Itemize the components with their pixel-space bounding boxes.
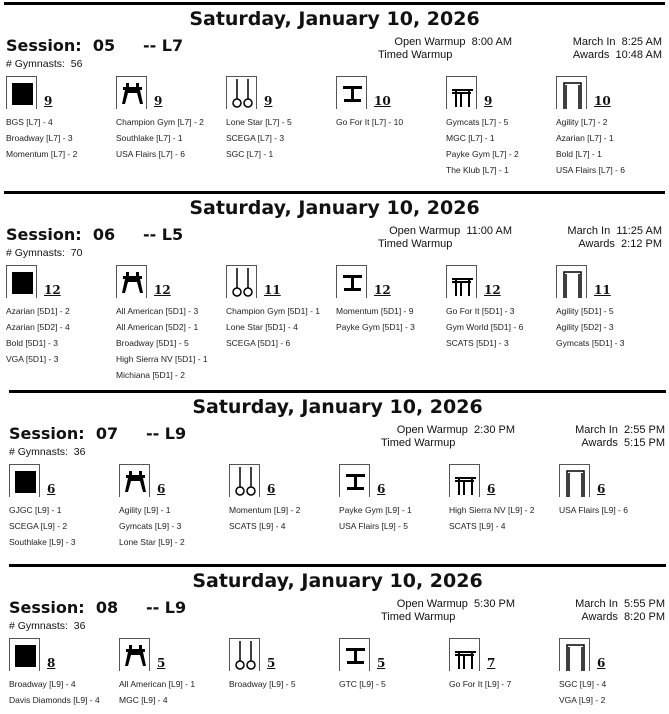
rings-icon (226, 265, 257, 298)
session-date: Saturday, January 10, 2026 (192, 396, 483, 418)
team-entry: Momentum [L9] - 2 (229, 505, 301, 515)
team-list (339, 676, 386, 692)
team-entry: Agility [5D1] - 5 (556, 306, 614, 316)
march-awards (573, 36, 662, 62)
team-list (446, 303, 523, 351)
team-entry: The Klub [L7] - 1 (446, 165, 509, 175)
event-count: 11 (264, 283, 281, 297)
session-block (0, 191, 669, 390)
team-entry: All American [5D1] - 3 (116, 306, 199, 316)
parallel-bars-icon (449, 638, 480, 671)
floor-icon (6, 265, 37, 298)
open-warmup-time: 8:00 AM (471, 36, 512, 48)
high-bar-icon (559, 464, 590, 497)
team-entry: Gymcats [L9] - 3 (119, 521, 182, 531)
event-count: 6 (377, 482, 386, 496)
team-entry: High Sierra NV [L9] - 2 (449, 505, 535, 515)
team-entry: Payke Gym [L9] - 1 (339, 505, 412, 515)
team-entry: USA Flairs [L9] - 6 (559, 505, 628, 515)
awards-label: Awards (581, 437, 618, 449)
gymnast-count (9, 620, 85, 632)
session-block (3, 390, 669, 565)
team-list (226, 303, 320, 351)
event-count: 6 (597, 656, 606, 670)
session-date: Saturday, January 10, 2026 (192, 570, 483, 592)
team-list (9, 502, 76, 550)
march-awards (575, 424, 665, 450)
pommel-horse-icon (119, 464, 150, 497)
gymnast-count (6, 58, 82, 70)
team-list (9, 676, 100, 708)
parallel-bars-icon (446, 76, 477, 109)
awards-time: 10:48 AM (615, 49, 662, 61)
vault-icon (336, 265, 367, 298)
gymnast-count-label: # Gymnasts: (6, 58, 65, 70)
gymnast-count-label: # Gymnasts: (9, 620, 68, 632)
open-warmup (375, 598, 515, 610)
event-count: 9 (264, 94, 273, 108)
gymnast-count-value: 36 (73, 620, 86, 632)
team-entry: SCATS [L9] - 4 (229, 521, 286, 531)
team-entry: VGA [L9] - 2 (559, 695, 606, 705)
team-list (119, 502, 185, 550)
awards-label: Awards (572, 49, 610, 61)
event-count: 6 (487, 482, 496, 496)
timed-warmup-label: Timed Warmup (381, 611, 456, 623)
event-count: 10 (594, 94, 611, 108)
awards-label: Awards (578, 238, 615, 250)
open-warmup-label: Open Warmup (389, 225, 461, 237)
team-entry: Broadway [L9] - 5 (229, 679, 296, 689)
event-count: 5 (377, 656, 386, 670)
team-entry: USA Flairs [L7] - 6 (116, 149, 185, 159)
session-title: Session: 05 -- L7 (6, 36, 184, 55)
team-entry: Broadway [L7] - 3 (6, 133, 73, 143)
team-entry: Champion Gym [L7] - 2 (116, 117, 204, 127)
gymnast-count (9, 446, 85, 458)
team-list (6, 303, 70, 367)
team-entry: SCEGA [L7] - 3 (226, 133, 285, 143)
team-list (226, 114, 292, 162)
open-warmup-label: Open Warmup (396, 424, 468, 436)
event-count: 5 (157, 656, 166, 670)
team-entry: Go For It [5D1] - 3 (446, 306, 515, 316)
timed-warmup-label: Timed Warmup (381, 437, 456, 449)
open-warmup-time: 2:30 PM (474, 424, 515, 436)
open-warmup (372, 36, 512, 48)
team-entry: SCEGA [5D1] - 6 (226, 338, 291, 348)
team-entry: SGC [L7] - 1 (226, 149, 274, 159)
team-entry: Champion Gym [5D1] - 1 (226, 306, 321, 316)
divider (9, 564, 666, 567)
gymnast-count-value: 70 (70, 247, 83, 259)
team-entry: Agility [5D2] - 3 (556, 322, 614, 332)
gymnast-count-label: # Gymnasts: (9, 446, 68, 458)
high-bar-icon (556, 76, 587, 109)
team-list (559, 502, 628, 518)
march-awards (567, 225, 662, 251)
event-count: 6 (157, 482, 166, 496)
team-entry: Payke Gym [5D1] - 3 (336, 322, 415, 332)
floor-icon (6, 76, 37, 109)
team-entry: Gymcats [5D1] - 3 (556, 338, 625, 348)
session-block (3, 564, 669, 714)
event-count: 5 (267, 656, 276, 670)
team-entry: All American [L9] - 1 (119, 679, 196, 689)
divider (4, 191, 665, 194)
timed-warmup-label: Timed Warmup (378, 49, 453, 61)
team-entry: Broadway [5D1] - 5 (116, 338, 189, 348)
pommel-horse-icon (116, 265, 147, 298)
team-entry: VGA [5D1] - 3 (6, 354, 59, 364)
team-list (229, 676, 296, 692)
team-entry: SCEGA [L9] - 2 (9, 521, 68, 531)
team-entry: SGC [L9] - 4 (559, 679, 607, 689)
team-list (116, 114, 204, 162)
team-list (336, 114, 403, 130)
team-list (449, 502, 535, 534)
team-entry: Go For It [L7] - 10 (336, 117, 404, 127)
team-entry: MGC [L9] - 4 (119, 695, 168, 705)
gymnast-count (6, 247, 82, 259)
open-warmup-label: Open Warmup (394, 36, 466, 48)
divider (9, 390, 666, 393)
session-title: Session: 08 -- L9 (9, 598, 187, 617)
pommel-horse-icon (119, 638, 150, 671)
march-in-time: 8:25 AM (621, 36, 662, 48)
awards-time: 2:12 PM (621, 238, 662, 250)
team-list (556, 303, 625, 351)
awards-time: 8:20 PM (624, 611, 665, 623)
high-bar-icon (559, 638, 590, 671)
team-entry: Momentum [5D1] - 9 (336, 306, 414, 316)
march-in-label: March In (572, 36, 616, 48)
session-title: Session: 07 -- L9 (9, 424, 187, 443)
event-count: 12 (154, 283, 171, 297)
team-entry: Azarian [5D1] - 2 (6, 306, 70, 316)
team-entry: GTC [L9] - 5 (339, 679, 386, 689)
team-entry: Momentum [L7] - 2 (6, 149, 78, 159)
rings-icon (226, 76, 257, 109)
open-warmup-label: Open Warmup (396, 598, 468, 610)
team-entry: All American [5D2] - 1 (116, 322, 199, 332)
team-entry: Lone Star [5D1] - 4 (226, 322, 298, 332)
team-entry: Gymcats [L7] - 5 (446, 117, 509, 127)
event-count: 12 (484, 283, 501, 297)
event-count: 6 (597, 482, 606, 496)
march-in-label: March In (567, 225, 611, 237)
team-entry: Southlake [L9] - 3 (9, 537, 76, 547)
awards-label: Awards (581, 611, 618, 623)
timed-warmup-label: Timed Warmup (378, 238, 453, 250)
event-count: 6 (47, 482, 56, 496)
march-awards (575, 598, 665, 624)
team-entry: Michiana [5D1] - 2 (116, 370, 185, 380)
team-entry: GJGC [L9] - 1 (9, 505, 62, 515)
team-list (446, 114, 519, 178)
team-entry: BGS [L7] - 4 (6, 117, 53, 127)
divider (4, 2, 665, 5)
team-entry: SCATS [L9] - 4 (449, 521, 506, 531)
event-count: 9 (44, 94, 53, 108)
team-entry: Go For It [L9] - 7 (449, 679, 512, 689)
team-entry: USA Flairs [L9] - 5 (339, 521, 408, 531)
team-entry: Agility [L7] - 2 (556, 117, 608, 127)
event-count: 7 (487, 656, 496, 670)
session-title: Session: 06 -- L5 (6, 225, 184, 244)
event-count: 12 (374, 283, 391, 297)
event-count: 9 (154, 94, 163, 108)
team-entry: Lone Star [L7] - 5 (226, 117, 292, 127)
team-entry: Bold [L7] - 1 (556, 149, 602, 159)
team-entry: Agility [L9] - 1 (119, 505, 171, 515)
gymnast-count-value: 56 (70, 58, 83, 70)
team-entry: Southlake [L7] - 1 (116, 133, 183, 143)
team-entry: Azarian [5D2] - 4 (6, 322, 70, 332)
team-entry: Azarian [L7] - 1 (556, 133, 614, 143)
team-entry: Gym World [5D1] - 6 (446, 322, 524, 332)
open-warmup (375, 424, 515, 436)
team-list (336, 303, 415, 335)
vault-icon (339, 464, 370, 497)
march-in-time: 2:55 PM (624, 424, 665, 436)
rings-icon (229, 464, 260, 497)
event-count: 10 (374, 94, 391, 108)
awards-time: 5:15 PM (624, 437, 665, 449)
rings-icon (229, 638, 260, 671)
team-entry: Davis Diamonds [L9] - 4 (9, 695, 100, 705)
parallel-bars-icon (449, 464, 480, 497)
gymnast-count-value: 36 (73, 446, 86, 458)
open-warmup-time: 11:00 AM (466, 225, 512, 237)
team-list (559, 676, 606, 708)
team-list (229, 502, 300, 534)
team-list (119, 676, 195, 708)
pommel-horse-icon (116, 76, 147, 109)
session-date: Saturday, January 10, 2026 (189, 8, 480, 30)
team-entry: High Sierra NV [5D1] - 1 (116, 354, 208, 364)
floor-icon (9, 464, 40, 497)
floor-icon (9, 638, 40, 671)
team-list (449, 676, 511, 692)
open-warmup (372, 225, 512, 237)
high-bar-icon (556, 265, 587, 298)
event-count: 6 (267, 482, 276, 496)
open-warmup-time: 5:30 PM (474, 598, 515, 610)
team-entry: Bold [5D1] - 3 (6, 338, 58, 348)
event-count: 8 (47, 656, 56, 670)
event-count: 9 (484, 94, 493, 108)
team-list (6, 114, 77, 162)
team-entry: Broadway [L9] - 4 (9, 679, 76, 689)
march-in-label: March In (575, 598, 618, 610)
event-count: 11 (594, 283, 611, 297)
session-date: Saturday, January 10, 2026 (189, 197, 480, 219)
team-entry: MGC [L7] - 1 (446, 133, 495, 143)
event-count: 12 (44, 283, 61, 297)
team-list (339, 502, 412, 534)
team-list (556, 114, 625, 178)
parallel-bars-icon (446, 265, 477, 298)
march-in-label: March In (575, 424, 618, 436)
team-entry: Payke Gym [L7] - 2 (446, 149, 519, 159)
session-block (0, 2, 669, 192)
team-entry: USA Flairs [L7] - 6 (556, 165, 625, 175)
march-in-time: 11:25 AM (616, 225, 662, 237)
team-entry: Lone Star [L9] - 2 (119, 537, 185, 547)
vault-icon (339, 638, 370, 671)
march-in-time: 5:55 PM (624, 598, 665, 610)
team-list (116, 303, 208, 383)
team-entry: SCATS [5D1] - 3 (446, 338, 509, 348)
gymnast-count-label: # Gymnasts: (6, 247, 65, 259)
vault-icon (336, 76, 367, 109)
